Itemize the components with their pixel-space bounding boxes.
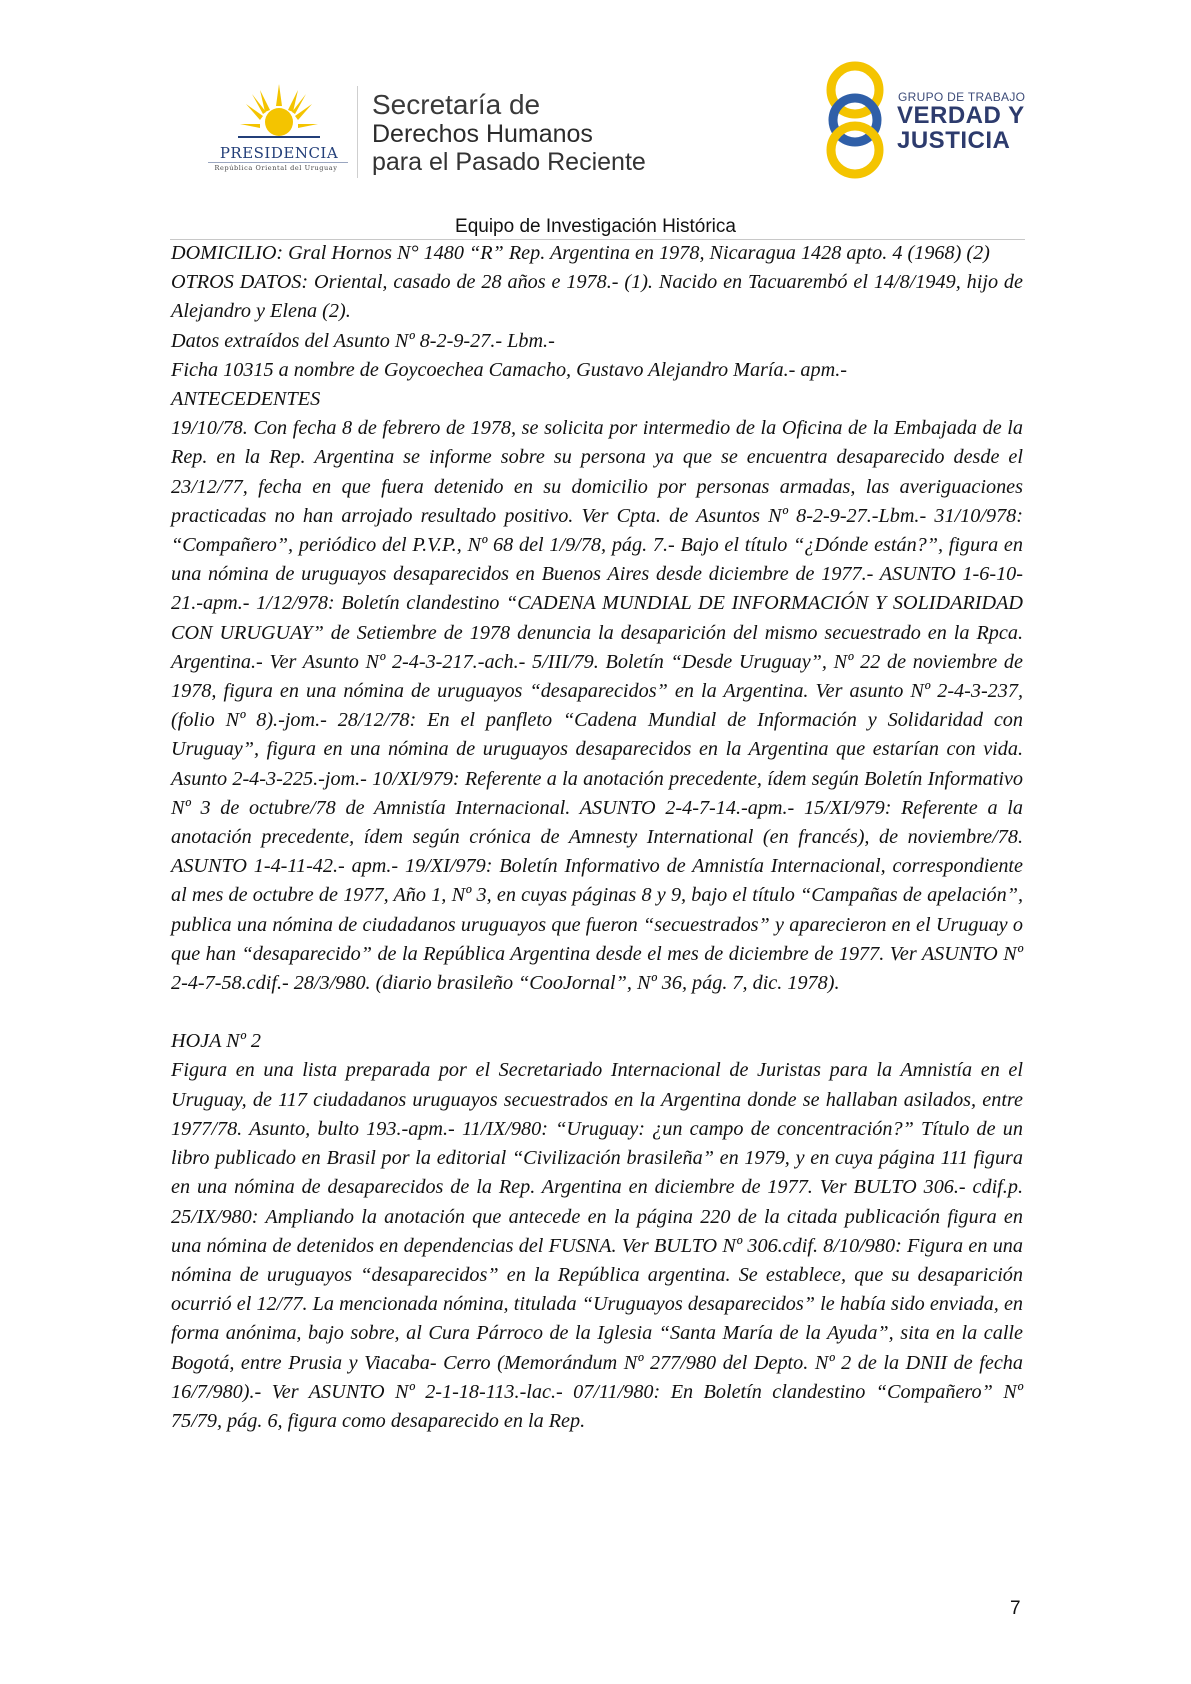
hoja-heading: HOJA Nº 2	[171, 1030, 261, 1053]
page-number: 7	[1010, 1598, 1021, 1619]
gvj-line-3: JUSTICIA	[897, 127, 1011, 154]
presidencia-subtitle: República Oriental del Uruguay	[214, 164, 338, 172]
otros-datos-paragraph: OTROS DATOS: Oriental, casado de 28 años e 1978.- (1). Nacido en Tacuarembó el 14/8/1949, hijo de Alejandro y Elena (2).	[171, 271, 1023, 323]
presidencia-rule	[208, 162, 348, 163]
antecedentes-heading: ANTECEDENTES	[171, 388, 321, 411]
secretaria-line-1: Secretaría de	[372, 89, 541, 120]
domicilio-paragraph: DOMICILIO: Gral Hornos N° 1480 “R” Rep. Argentina en 1978, Nicaragua 1428 apto. 4 (1968) (2)	[171, 242, 990, 264]
datos-extraidos-line: Datos extraídos del Asunto Nº 8-2-9-27.- Lbm.-	[171, 329, 555, 352]
document-body	[171, 239, 1023, 1436]
hoja-2-paragraph: Figura en una lista preparada por el Secretariado Internacional de Juristas para la Amnistía en el Uruguay, de 117 ciudadanos uruguayos secuestrados en la Argentina donde se hallaban asilados, entre 1977/78. Asunto, bulto 193.-apm.- 11/IX/980: “Uruguay: ¿un campo de concentración?” Título de un libro publicado en Brasil por la editorial “Civilización brasileña” en 1979, y en cuya página 111 figura en una nómina de desaparecidos de la Rep. Argentina en diciembre de 1977. Ver BULTO 306.- cdif.p. 25/IX/980: Ampliando la anotación que antecede en la página 220 de la citada publicación figura en una nómina de detenidos en dependencias del FUSNA. Ver BULTO Nº 306.cdif. 8/10/980: Figura en una nómina de uruguayos “desaparecidos” en la República argentina. Se establece, que su desaparición ocurrió el 12/77. La mencionada nómina, titulada “Uruguayos desaparecidos” le había sido enviada, en forma anónima, bajo sobre, al Cura Párroco de la Iglesia “Santa María de la Ayuda”, sita en la calle Bogotá, entre Prusia y Viacaba- Cerro (Memorándum Nº 277/980 del Depto. Nº 2 de la DNII de fecha 16/7/980).- Ver ASUNTO Nº 2-1-18-113.-lac.- 07/11/980: En Boletín clandestino “Compañero” Nº 75/79, pág. 6, figura como desaparecido en la Rep.	[171, 1059, 1023, 1432]
header-divider	[357, 86, 358, 178]
secretaria-line-3: para el Pasado Reciente	[372, 148, 646, 176]
presidencia-wordmark: PRESIDENCIA	[219, 144, 339, 162]
presidencia-logo	[196, 82, 356, 182]
gvj-line-2: VERDAD Y	[897, 102, 1025, 129]
antecedentes-paragraph: 19/10/78. Con fecha 8 de febrero de 1978, se solicita por intermedio de la Oficina de la Embajada de la Rep. en la Rep. Argentina se informe sobre su persona ya que se encuentra desaparecido desde el 23/12/77, fecha en que fuera detenido en su domicilio por personas armadas, las averiguaciones practicadas no han arrojado resultado positivo. Ver Cpta. de Asuntos Nº 8-2-9-27.-Lbm.- 31/10/978: “Compañero”, periódico del P.V.P., Nº 68 del 1/9/78, pág. 7.- Bajo el título “¿Dónde están?”, figura en una nómina de uruguayos desaparecidos en Buenos Aires desde diciembre de 1977.- ASUNTO 1-6-10-21.-apm.- 1/12/978: Boletín clandestino “CADENA MUNDIAL DE INFORMACIÓN Y SOLIDARIDAD CON URUGUAY” de Setiembre de 1978 denuncia la desaparición del mismo secuestrado en la Rpca. Argentina.- Ver Asunto Nº 2-4-3-217.-ach.- 5/III/79. Boletín “Desde Uruguay”, Nº 22 de noviembre de 1978, figura en una nómina de uruguayos “desaparecidos” en la Argentina. Ver asunto Nº 2-4-3-237, (folio Nº 8).-jom.- 28/12/78: En el panfleto “Cadena Mundial de Información y Solidaridad con Uruguay”, figura en una nómina de uruguayos desaparecidos en la Argentina que estarían con vida. Asunto 2-4-3-225.-jom.- 10/XI/979: Referente a la anotación precedente, ídem según Boletín Informativo Nº 3 de octubre/78 de Amnistía Internacional. ASUNTO 2-4-7-14.-apm.- 15/XI/979: Referente a la anotación precedente, ídem según crónica de Amnesty International (en francés), de noviembre/78. ASUNTO 1-4-11-42.- apm.- 19/XI/979: Boletín Informativo de Amnistía Internacional, correspondiente al mes de octubre de 1977, Año 1, Nº 3, en cuyas páginas 8 y 9, bajo el título “Campañas de apelación”, publica una nómina de ciudadanos uruguayos que fueron “secuestrados” y aparecieron en el Uruguay o que han “desaparecido” de la República Argentina desde el mes de diciembre de 1977. Ver ASUNTO Nº 2-4-7-58.cdif.- 28/3/980. (diario brasileño “CooJornal”, Nº 36, pág. 7, dic. 1978).	[171, 417, 1023, 995]
gvj-line-1: GRUPO DE TRABAJO	[898, 90, 1026, 104]
verdad-justicia-logo	[820, 58, 1030, 180]
rings-emblem-icon	[820, 58, 890, 180]
secretaria-title	[372, 90, 646, 176]
team-title: Equipo de Investigación Histórica	[455, 216, 736, 237]
secretaria-line-2: Derechos Humanos	[372, 120, 593, 148]
paragraph-gap	[171, 998, 1023, 1027]
sun-emblem-icon	[238, 82, 320, 142]
ficha-line: Ficha 10315 a nombre de Goycoechea Camacho, Gustavo Alejandro María.- apm.-	[171, 358, 847, 381]
